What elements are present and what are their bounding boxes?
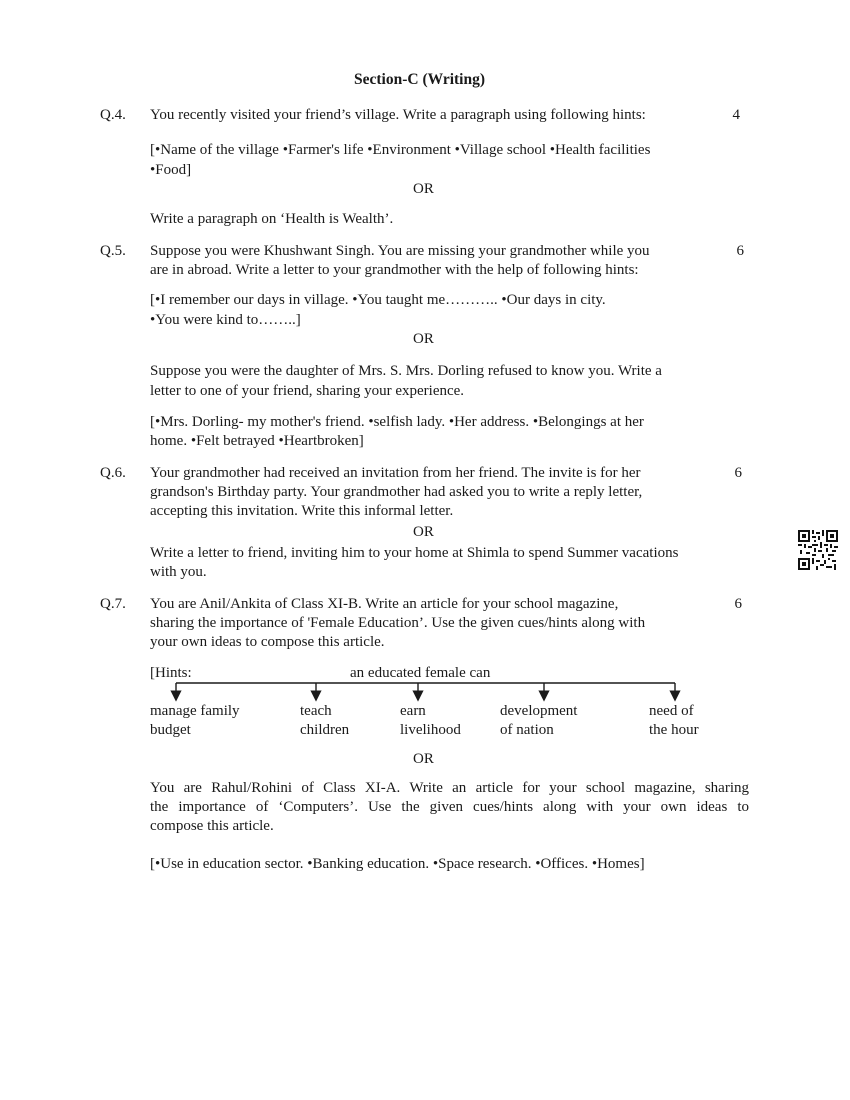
hints-line: home. •Felt betrayed •Heartbroken] (150, 433, 364, 449)
hints-line: [•Name of the village •Farmer's life •Environment •Village school •Health facilities (150, 142, 651, 158)
question-number: Q.6. (100, 465, 126, 481)
question-text: your own ideas to compose this article. (150, 634, 385, 650)
question-text: are in abroad. Write a letter to your grandmother with the help of following hints: (150, 262, 639, 278)
hint-item: development of nation (500, 703, 578, 738)
hints-line: •You were kind to……..] (150, 312, 301, 328)
question-text: You are Anil/Ankita of Class XI-B. Write an article for your school magazine, (150, 596, 619, 612)
alternative-question: the importance of ‘Computers’. Use the given cues/hints along with your own ideas to (150, 799, 749, 815)
question-number: Q.4. (100, 107, 126, 123)
or-separator: OR (413, 751, 434, 767)
question-text: accepting this invitation. Write this informal letter. (150, 503, 454, 519)
hints-line: [•I remember our days in village. •You taught me……….. •Our days in city. (150, 292, 606, 308)
or-separator: OR (413, 524, 434, 540)
diagram-root-label: an educated female can (350, 665, 491, 681)
question-text: Suppose you were Khushwant Singh. You are missing your grandmother while you (150, 243, 650, 259)
alternative-question: Write a paragraph on ‘Health is Wealth’. (150, 211, 394, 227)
hint-item: manage family budget (150, 703, 240, 738)
marks: 6 (736, 243, 744, 259)
hint-tree-connectors (150, 680, 690, 704)
qr-code (798, 530, 838, 570)
marks: 6 (734, 465, 742, 481)
alternative-question: with you. (150, 564, 207, 580)
question-text: Your grandmother had received an invitation from her friend. The invite is for her (150, 465, 641, 481)
marks: 6 (734, 596, 742, 612)
hint-item: need of the hour (649, 703, 699, 738)
hints-line: [•Mrs. Dorling- my mother's friend. •selfish lady. •Her address. •Belongings at her (150, 414, 644, 430)
alternative-question: Suppose you were the daughter of Mrs. S. Mrs. Dorling refused to know you. Write a (150, 363, 662, 379)
or-separator: OR (413, 181, 434, 197)
alternative-question: You are Rahul/Rohini of Class XI-A. Write an article for your school magazine, sharing (150, 780, 749, 796)
section-title: Section-C (Writing) (354, 71, 486, 88)
question-text: sharing the importance of 'Female Education’. Use the given cues/hints along with (150, 615, 646, 631)
hints-label: [Hints: (150, 665, 192, 681)
hint-item: teach children (300, 703, 350, 738)
or-separator: OR (413, 331, 434, 347)
alternative-question: Write a letter to friend, inviting him to your home at Shimla to spend Summer vacations (150, 545, 679, 561)
alternative-question: letter to one of your friend, sharing your experience. (150, 383, 465, 399)
question-text: grandson's Birthday party. Your grandmother had asked you to write a reply letter, (150, 484, 643, 500)
hints-line: •Food] (150, 162, 192, 178)
alternative-question: compose this article. (150, 818, 274, 834)
marks: 4 (732, 107, 740, 123)
question-text: You recently visited your friend’s village. Write a paragraph using following hints: (150, 107, 646, 123)
question-number: Q.7. (100, 596, 126, 612)
hints-line: [•Use in education sector. •Banking education. •Space research. •Offices. •Homes] (150, 856, 645, 872)
hint-item: earn livelihood (400, 703, 461, 738)
question-number: Q.5. (100, 243, 126, 259)
